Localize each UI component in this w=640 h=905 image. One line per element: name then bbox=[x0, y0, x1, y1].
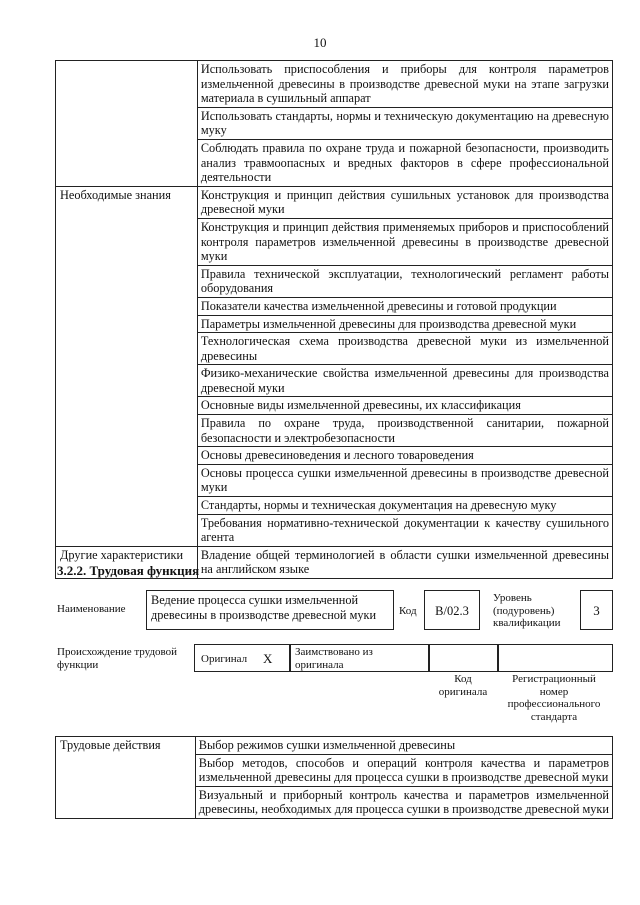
table-cell: Владение общей терминологией в области сушки измельченной древесины на английском языке bbox=[197, 546, 612, 578]
other-label: Другие характеристики bbox=[56, 546, 198, 578]
original-box bbox=[194, 644, 291, 672]
table-cell: Выбор методов, способов и операций контроля качества и параметров измельченной древесины для процесса сушки в производстве древесной муки bbox=[195, 754, 612, 786]
table-cell: Стандарты, нормы и техническая документация на древесную муку bbox=[197, 497, 612, 515]
level-value: 3 bbox=[593, 603, 600, 618]
page-number: 10 bbox=[313, 35, 327, 50]
level-value-box bbox=[580, 590, 613, 630]
labor-actions-label: Трудовые действия bbox=[56, 737, 196, 819]
table-cell: Физико-механические свойства измельченной древесины для производства древесной муки bbox=[197, 365, 612, 397]
borrowed-box bbox=[289, 644, 430, 672]
table-cell: Использовать стандарты, нормы и техническую документацию на древесную муку bbox=[197, 107, 612, 139]
reg-number-label: Регистрационный номер профессионального стандарта bbox=[507, 673, 601, 723]
origin-label: Происхождение трудовой функции bbox=[57, 646, 178, 671]
table-cell: Требования нормативно-технической документации к качеству сушильного агента bbox=[197, 514, 612, 546]
table-cell: Технологическая схема производства древесной муки из измельченной древесины bbox=[197, 333, 612, 365]
code-value: В/02.3 bbox=[435, 604, 469, 618]
skills-knowledge-table bbox=[55, 60, 613, 579]
table-cell: Основы древесиноведения и лесного товароведения bbox=[197, 447, 612, 465]
section-title: 3.2.2. Трудовая функция bbox=[57, 563, 200, 578]
origin-code-label: Код оригинала bbox=[438, 673, 488, 698]
labor-actions-table bbox=[55, 736, 613, 819]
name-label: Наименование bbox=[57, 603, 126, 615]
table-cell: Конструкция и принцип действия применяемых приборов и приспособлений контроля параметров измельченной древесины в производстве древесной муки bbox=[197, 218, 612, 265]
borrowed-label: Заимствовано из оригинала bbox=[295, 646, 373, 671]
table-cell: Основы процесса сушки измельченной древесины в производстве древесной муки bbox=[197, 464, 612, 496]
table-cell: Конструкция и принцип действия сушильных установок для производства древесной муки bbox=[197, 186, 612, 218]
table-cell: Использовать приспособления и приборы для контроля параметров измельченной древесины в производстве древесной муки на этапе загрузки материала в сушильный аппарат bbox=[197, 61, 612, 108]
table-cell: Правила по охране труда, производственной санитарии, пожарной безопасности и электробезопасности bbox=[197, 415, 612, 447]
name-value-box bbox=[146, 590, 394, 630]
knowledge-label: Необходимые знания bbox=[56, 186, 198, 546]
empty-label-cell bbox=[56, 61, 198, 187]
code-label: Код bbox=[399, 605, 417, 617]
original-mark: X bbox=[263, 651, 273, 666]
table-cell: Соблюдать правила по охране труда и пожарной безопасности, производить анализ травмоопасных и вредных факторов в сфере профессиональной деятельности bbox=[197, 139, 612, 186]
original-label: Оригинал bbox=[201, 653, 248, 665]
name-value: Ведение процесса сушки измельченной древесины в производстве древесной муки bbox=[151, 593, 377, 622]
table-cell: Выбор режимов сушки измельченной древесины bbox=[195, 737, 612, 755]
reg-number-box bbox=[497, 644, 613, 672]
table-row bbox=[56, 737, 613, 755]
table-cell: Основные виды измельченной древесины, их классификация bbox=[197, 397, 612, 415]
level-label: Уровень (подуровень) квалификации bbox=[493, 592, 561, 629]
table-cell: Визуальный и приборный контроль качества и параметров измельченной древесины, необходимых для процесса сушки в производстве древесной муки bbox=[195, 786, 612, 818]
code-value-box bbox=[424, 590, 480, 630]
table-row bbox=[56, 186, 613, 218]
origin-code-box bbox=[428, 644, 499, 672]
table-cell: Параметры измельченной древесины для производства древесной муки bbox=[197, 315, 612, 333]
table-cell: Показатели качества измельченной древесины и готовой продукции bbox=[197, 297, 612, 315]
table-cell: Правила технической эксплуатации, технологический регламент работы оборудования bbox=[197, 265, 612, 297]
table-row bbox=[56, 61, 613, 108]
